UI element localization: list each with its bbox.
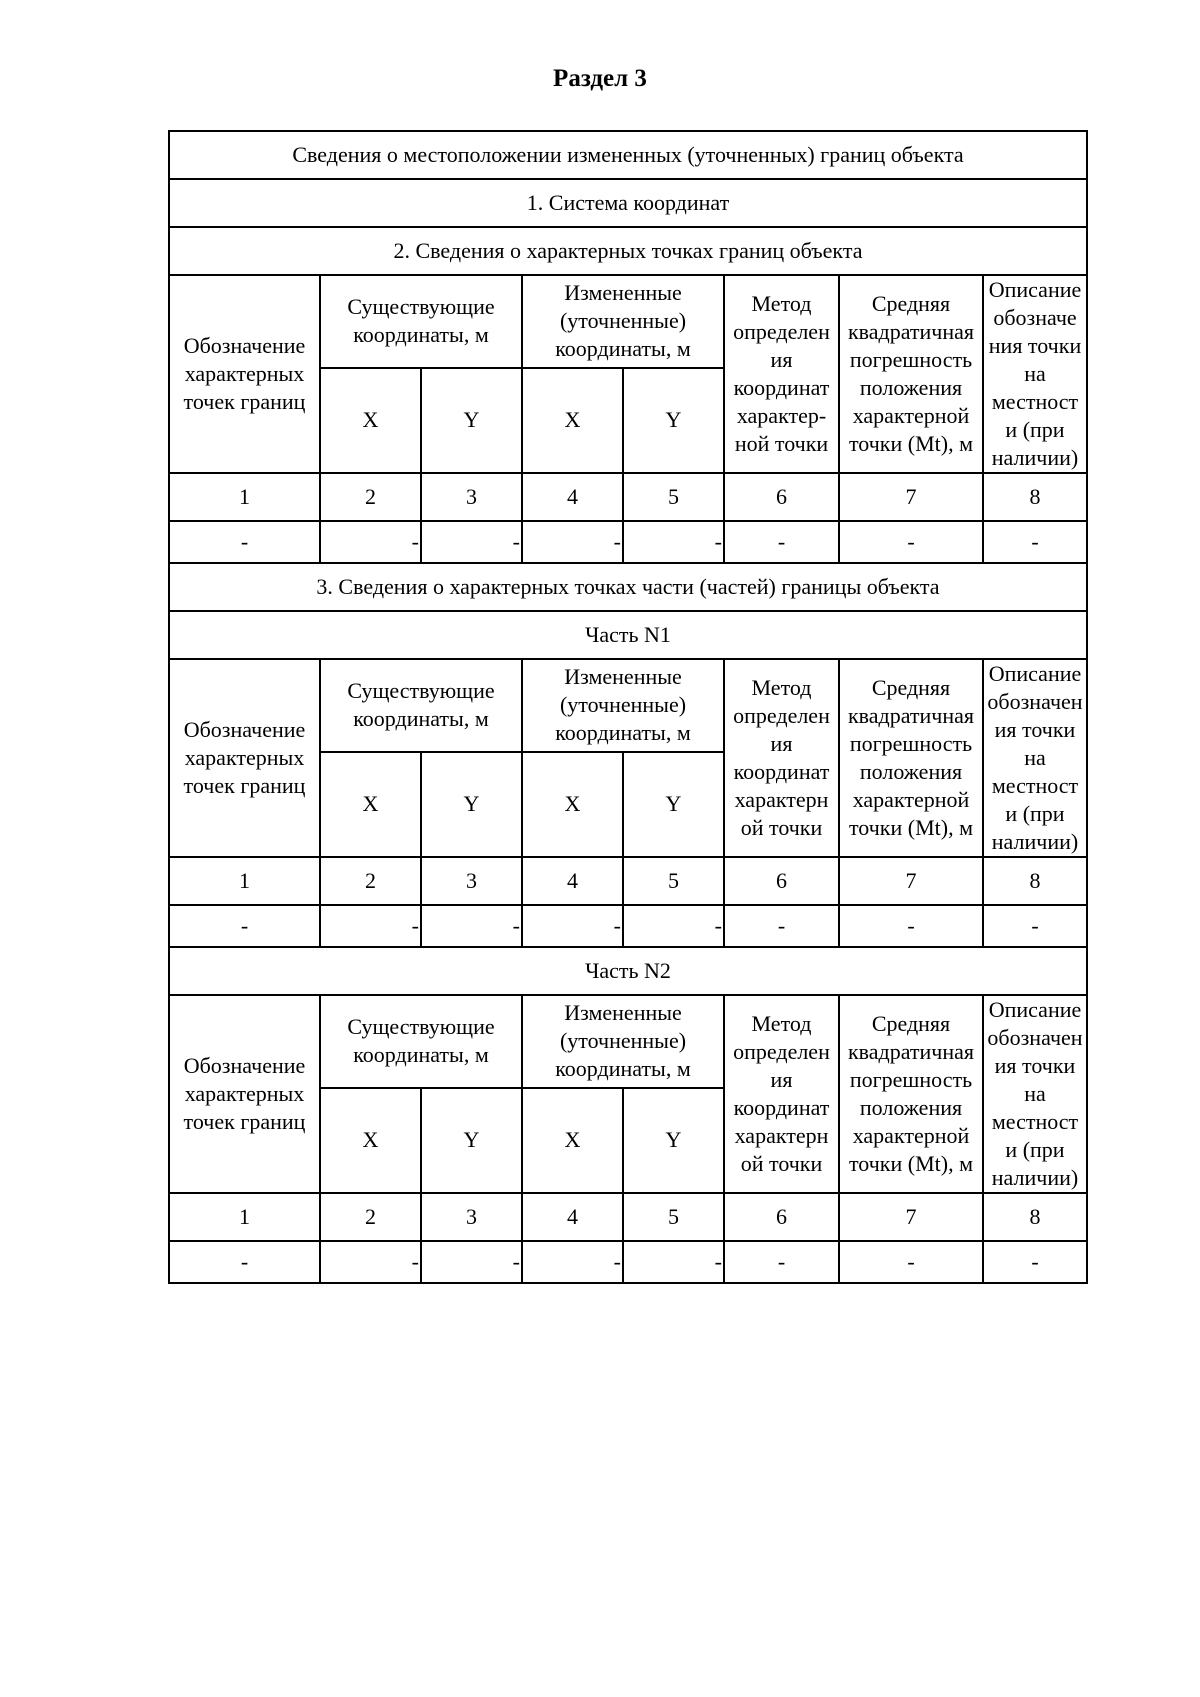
part-points-header: 3. Сведения о характерных точках части (частей) границы объекта bbox=[169, 563, 1087, 611]
designation-header: Обозначение характерных точек границ bbox=[169, 659, 320, 857]
empty-cell: - bbox=[724, 1241, 839, 1283]
designation-header: Обозначение характерных точек границ bbox=[169, 275, 320, 473]
empty-cell: - bbox=[421, 905, 522, 947]
description-header: Описание обозначе ния точки на местност и (при наличии) bbox=[983, 275, 1087, 473]
section-title: Раздел 3 bbox=[553, 65, 647, 92]
changed-x-header: X bbox=[522, 368, 623, 473]
boundary-points-header: 2. Сведения о характерных точках границ объекта bbox=[169, 227, 1087, 275]
changed-coords-header: Измененные (уточненные) координаты, м bbox=[522, 995, 724, 1088]
method-header: Метод определен ия координат характерн ой точки bbox=[724, 995, 839, 1193]
column-number: 2 bbox=[320, 1193, 421, 1241]
error-header: Средняя квадратичная погрешность положения характерной точки (Mt), м bbox=[839, 659, 983, 857]
column-number: 6 bbox=[724, 473, 839, 521]
existing-coords-header: Существующие координаты, м bbox=[320, 659, 522, 752]
part-label: Часть N2 bbox=[169, 947, 1087, 995]
changed-coords-header: Измененные (уточненные) координаты, м bbox=[522, 275, 724, 368]
method-header: Метод определен ия координат характер-ной точки bbox=[724, 275, 839, 473]
changed-y-header: Y bbox=[623, 752, 724, 857]
existing-y-header: Y bbox=[421, 752, 522, 857]
column-number: 1 bbox=[169, 1193, 320, 1241]
column-numbers-row bbox=[169, 473, 1087, 521]
empty-cell: - bbox=[724, 905, 839, 947]
changed-x-header: X bbox=[522, 752, 623, 857]
error-header: Средняя квадратичная погрешность положения характерной точки (Mt), м bbox=[839, 275, 983, 473]
main-header: Сведения о местоположении измененных (уточненных) границ объекта bbox=[169, 131, 1087, 179]
existing-x-header: X bbox=[320, 752, 421, 857]
column-number: 7 bbox=[839, 473, 983, 521]
column-number: 8 bbox=[983, 857, 1087, 905]
part-label: Часть N1 bbox=[169, 611, 1087, 659]
column-number: 5 bbox=[623, 1193, 724, 1241]
empty-cell: - bbox=[623, 905, 724, 947]
empty-cell: - bbox=[522, 905, 623, 947]
empty-cell: - bbox=[169, 905, 320, 947]
column-number: 6 bbox=[724, 1193, 839, 1241]
column-number: 2 bbox=[320, 857, 421, 905]
empty-data-row bbox=[169, 905, 1087, 947]
empty-cell: - bbox=[320, 521, 421, 563]
column-number: 7 bbox=[839, 1193, 983, 1241]
empty-cell: - bbox=[169, 1241, 320, 1283]
changed-x-header: X bbox=[522, 1088, 623, 1193]
existing-coords-header: Существующие координаты, м bbox=[320, 995, 522, 1088]
empty-data-row bbox=[169, 1241, 1087, 1283]
column-number: 5 bbox=[623, 857, 724, 905]
empty-cell: - bbox=[839, 1241, 983, 1283]
empty-cell: - bbox=[839, 905, 983, 947]
designation-header: Обозначение характерных точек границ bbox=[169, 995, 320, 1193]
empty-cell: - bbox=[623, 1241, 724, 1283]
column-number: 4 bbox=[522, 857, 623, 905]
column-numbers-row bbox=[169, 1193, 1087, 1241]
empty-cell: - bbox=[320, 905, 421, 947]
empty-cell: - bbox=[724, 521, 839, 563]
empty-cell: - bbox=[983, 905, 1087, 947]
empty-data-row bbox=[169, 521, 1087, 563]
column-number: 8 bbox=[983, 473, 1087, 521]
column-number: 3 bbox=[421, 473, 522, 521]
column-numbers-row bbox=[169, 857, 1087, 905]
changed-coords-header: Измененные (уточненные) координаты, м bbox=[522, 659, 724, 752]
column-number: 1 bbox=[169, 857, 320, 905]
column-number: 1 bbox=[169, 473, 320, 521]
existing-x-header: X bbox=[320, 368, 421, 473]
empty-cell: - bbox=[983, 521, 1087, 563]
method-header: Метод определен ия координат характерн ой точки bbox=[724, 659, 839, 857]
column-number: 8 bbox=[983, 1193, 1087, 1241]
empty-cell: - bbox=[421, 521, 522, 563]
description-header: Описание обозначен ия точки на местност и (при наличии) bbox=[983, 659, 1087, 857]
error-header: Средняя квадратичная погрешность положения характерной точки (Mt), м bbox=[839, 995, 983, 1193]
column-number: 4 bbox=[522, 1193, 623, 1241]
column-number: 6 bbox=[724, 857, 839, 905]
column-number: 3 bbox=[421, 1193, 522, 1241]
empty-cell: - bbox=[839, 521, 983, 563]
existing-y-header: Y bbox=[421, 368, 522, 473]
description-header: Описание обозначен ия точки на местност и (при наличии) bbox=[983, 995, 1087, 1193]
empty-cell: - bbox=[421, 1241, 522, 1283]
column-number: 3 bbox=[421, 857, 522, 905]
coordinate-system-row: 1. Система координат bbox=[169, 179, 1087, 227]
existing-coords-header: Существующие координаты, м bbox=[320, 275, 522, 368]
column-number: 7 bbox=[839, 857, 983, 905]
column-number: 4 bbox=[522, 473, 623, 521]
column-number: 2 bbox=[320, 473, 421, 521]
empty-cell: - bbox=[522, 521, 623, 563]
empty-cell: - bbox=[522, 1241, 623, 1283]
empty-cell: - bbox=[320, 1241, 421, 1283]
empty-cell: - bbox=[623, 521, 724, 563]
existing-x-header: X bbox=[320, 1088, 421, 1193]
changed-y-header: Y bbox=[623, 368, 724, 473]
changed-y-header: Y bbox=[623, 1088, 724, 1193]
existing-y-header: Y bbox=[421, 1088, 522, 1193]
empty-cell: - bbox=[983, 1241, 1087, 1283]
boundary-table bbox=[168, 130, 1088, 1284]
empty-cell: - bbox=[169, 521, 320, 563]
column-number: 5 bbox=[623, 473, 724, 521]
